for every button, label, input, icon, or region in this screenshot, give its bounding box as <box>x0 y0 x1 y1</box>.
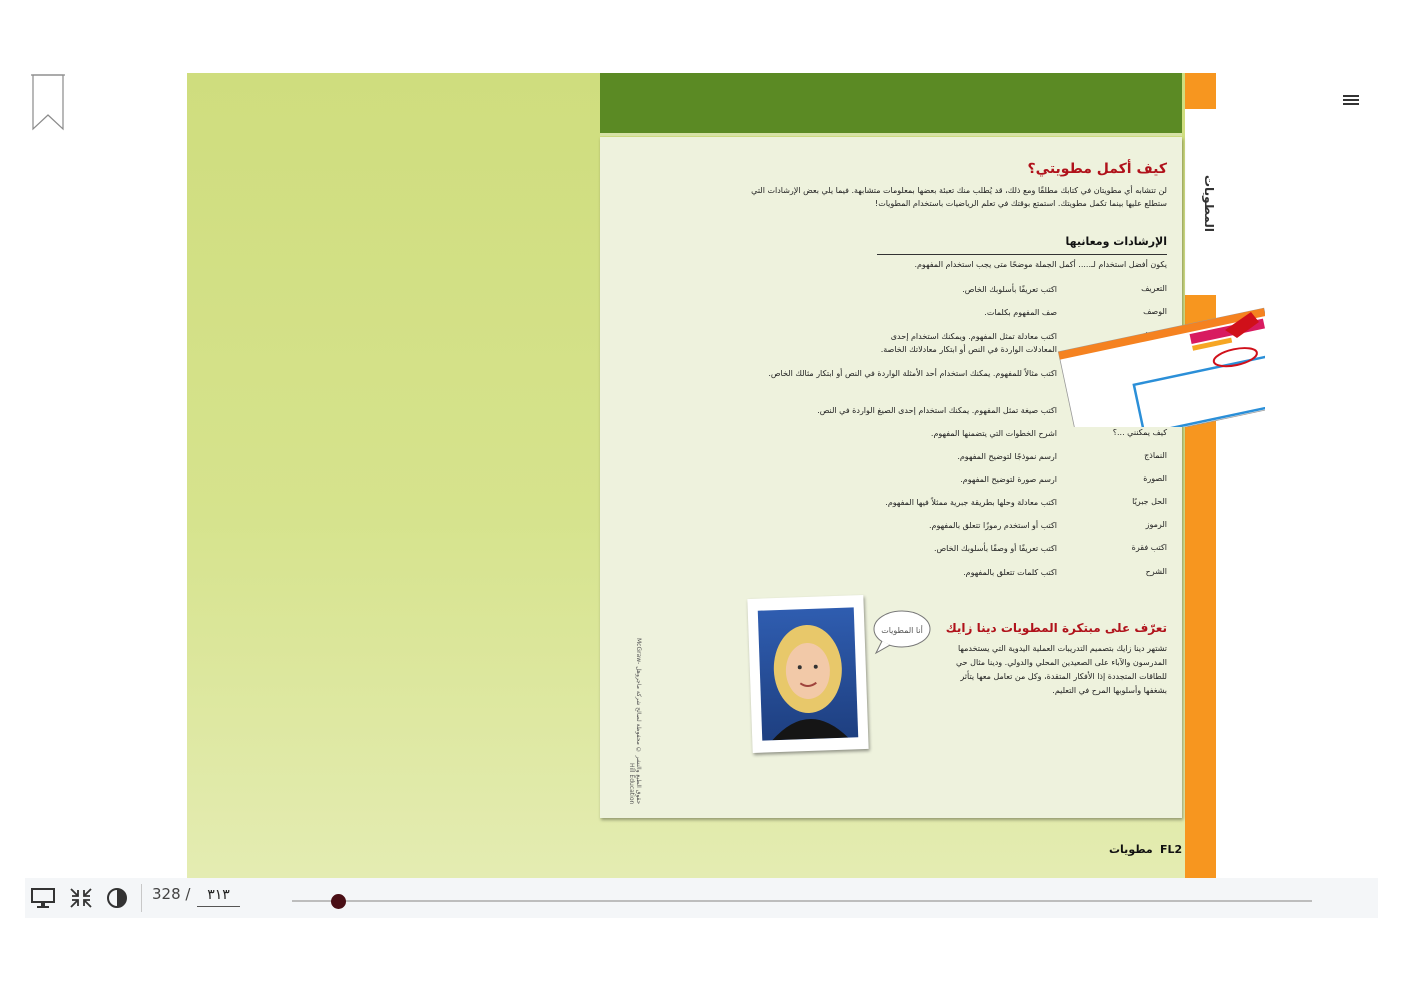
guide-term: كيف يمكنني ...؟ <box>1112 428 1167 437</box>
page-number-input[interactable] <box>197 884 240 907</box>
guide-term: الرموز <box>1145 520 1167 529</box>
guide-desc: اكتب صيغة تمثل المفهوم. يمكنك استخدام إحدى الصيغ الواردة في النص. <box>817 406 1057 415</box>
guide-desc: اكتب تعريفًا أو وصفًا بأسلوبك الخاص. <box>933 544 1057 553</box>
intro-paragraph: لن تتشابه أي مطويتان في كتابك مطلقًا ومع ذلك، قد يُطلب منك تعبئة بعضها بمعلومات متشابهة. فيما يلي بعض الإرشادات التي ستطلع عليها بينما تكمل مطويتك. استمتع بوقتك في تعلم الرياضيات باستخدام المطويات! <box>751 186 1167 208</box>
guide-term: اكتب فقرة <box>1131 543 1167 552</box>
guide-term: الوصف <box>1143 307 1167 316</box>
guide-term: الحل جبريًا <box>1132 497 1167 506</box>
bubble-text: أنا المطويات <box>881 626 923 635</box>
guide-desc: صف المفهوم بكلمات. <box>984 308 1057 317</box>
header-divider <box>600 133 1182 136</box>
book-page <box>187 73 1216 878</box>
guide-desc: ارسم صورة لتوضيح المفهوم. <box>960 475 1057 484</box>
bio-heading: تعرّف على مبتكرة المطويات دينا زايك <box>945 621 1167 635</box>
side-tab-top <box>1185 73 1216 109</box>
guide-heading: الإرشادات ومعانيها <box>1065 235 1167 248</box>
heading-rule <box>877 254 1167 255</box>
side-tab-label: المطويات <box>1202 174 1216 232</box>
guide-term: التعريف <box>1141 284 1167 293</box>
guide-desc: ارسم نموذجًا لتوضيح المفهوم. <box>957 452 1057 461</box>
guide-desc: اكتب تعريفًا بأسلوبك الخاص. <box>962 285 1057 294</box>
contrast-icon[interactable] <box>104 886 130 910</box>
footer-section-word: مطويات <box>1109 843 1153 856</box>
hamburger-menu-icon[interactable] <box>1340 90 1362 110</box>
presentation-mode-icon[interactable] <box>30 886 56 910</box>
guide-term: الشرح <box>1145 567 1167 576</box>
foldable-illustration <box>1045 302 1265 427</box>
speech-bubble <box>868 607 932 655</box>
guide-term: الصورة <box>1143 474 1167 483</box>
bio-paragraph: تشتهر دينا زايك بتصميم التدريبات العملية اليدوية التي يستخدمها المدرسون والآباء على الصعيدين المحلي والدولي. ودينا مثال حي للطاقات المتجددة إذا الأفكار المتقدة، وكل من تعامل معها يتأثر بشغفها وأسلوبها المرح في التعليم. <box>955 644 1167 695</box>
guide-desc: اكتب كلمات تتعلق بالمفهوم. <box>963 568 1057 577</box>
total-pages: 328 / <box>152 885 191 903</box>
footer-page-code: FL2 <box>1160 843 1183 856</box>
author-portrait <box>758 607 858 740</box>
collapse-icon[interactable] <box>68 886 94 910</box>
guide-desc: اكتب معادلة تمثل المفهوم. ويمكنك استخدام إحدى المعادلات الواردة في النص أو ابتكار معادلاتك الخاصة. <box>880 332 1057 354</box>
guide-term: النماذج <box>1144 451 1167 460</box>
toolbar-separator <box>141 884 142 912</box>
author-photo <box>747 595 868 753</box>
guide-desc: اكتب أو استخدم رموزًا تتعلق بالمفهوم. <box>928 521 1057 530</box>
page-title: كيف أكمل مطويتي؟ <box>1027 161 1167 177</box>
guide-desc: اشرح الخطوات التي يتضمنها المفهوم. <box>930 429 1057 438</box>
content-panel <box>600 137 1182 818</box>
guide-desc: اكتب معادلة وحلها بطريقة جبرية ممثلاً فيها المفهوم. <box>885 498 1057 507</box>
guide-desc: اكتب مثالاً للمفهوم. يمكنك استخدام أحد الأمثلة الواردة في النص أو ابتكار مثالك الخاص. <box>768 369 1057 378</box>
bookmark-icon[interactable] <box>30 73 66 133</box>
copyright-credit: حقوق الطبع والنشر © محفوظة لصالح شركة ماجروهل McGraw-Hill Education <box>628 637 642 804</box>
page-header-band <box>600 73 1182 133</box>
guide-sentence: يكون أفضل استخدام لـ..... أكمل الجملة موضحًا متى يجب استخدام المفهوم. <box>914 260 1167 269</box>
page-slider-track[interactable] <box>292 900 1312 902</box>
total-pages-value: 328 <box>152 885 181 903</box>
